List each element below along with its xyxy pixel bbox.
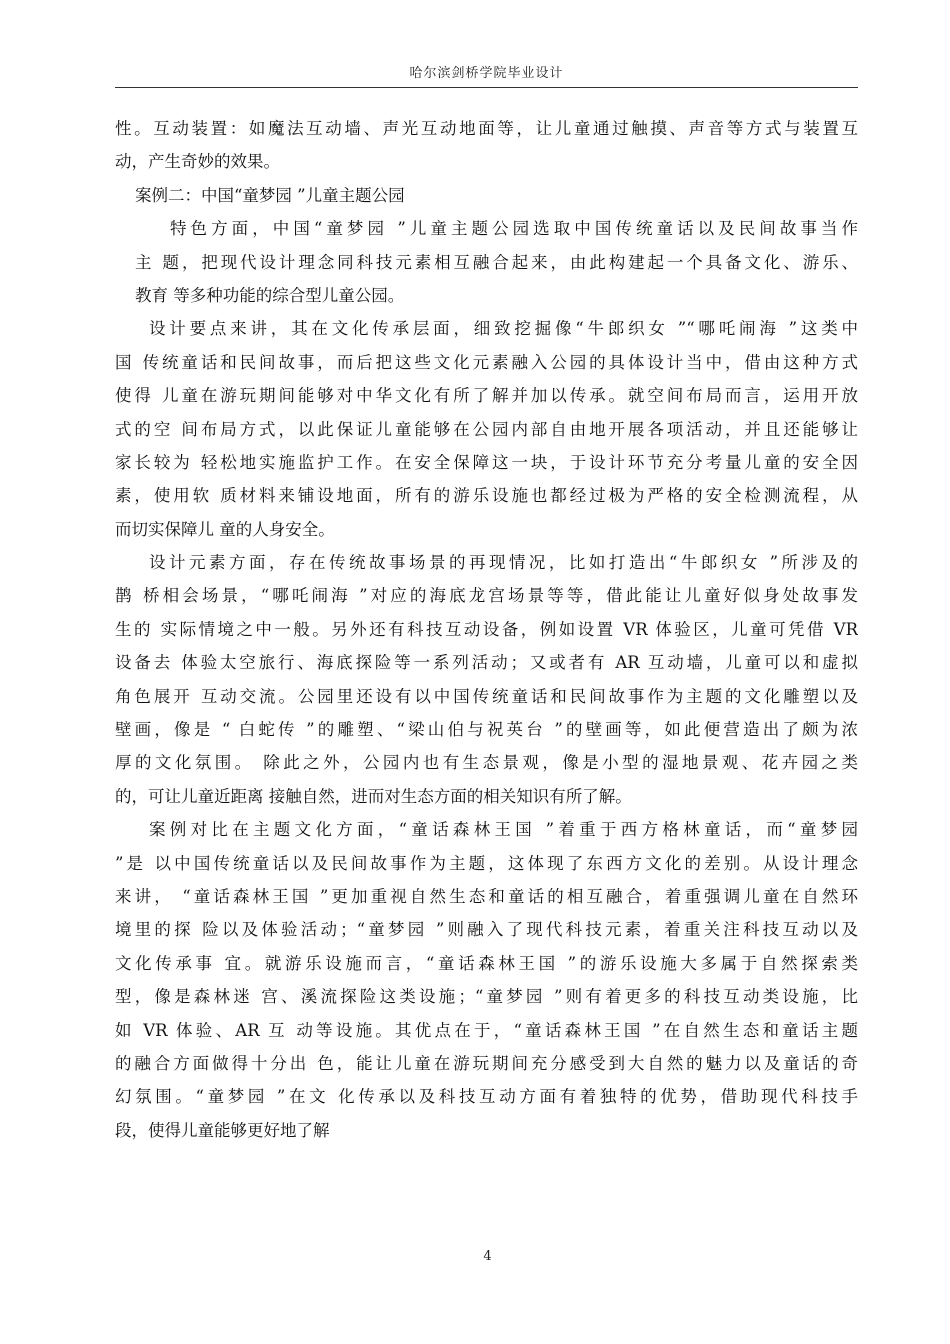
text-line: 案例对比在主题文化方面，“童话森林王国 ”着重于西方格林童话，而“童梦园 [149, 820, 858, 840]
text-line: 文化传承事 宜。就游乐设施而言，“童话森林王国 ”的游乐设施大多属于自然探索类 [115, 953, 858, 973]
text-line: 型，像是森林迷 宫、溪流探险这类设施；“童梦园 ”则有着更多的科技互动类设施，比 [115, 987, 858, 1007]
page-header: 哈尔滨剑桥学院毕业设计 [409, 66, 564, 81]
text-line: 教育 等多种功能的综合型儿童公园。 [135, 285, 405, 305]
text-line: 设计元素方面，存在传统故事场景的再现情况，比如打造出“牛郎织女 ”所涉及的 [149, 553, 858, 573]
text-line: 设计要点来讲，其在文化传承层面，细致挖掘像“牛郎织女 ”“哪吒闹海 ”这类中 [149, 319, 858, 339]
text-line: 设备去 体验太空旅行、海底探险等一系列活动；又或者有 AR 互动墙，儿童可以和虚拟 [115, 653, 858, 673]
text-line: 境里的探 险以及体验活动；“童梦园 ”则融入了现代科技元素，着重关注科技互动以及 [115, 920, 858, 940]
text-line: 动，产生奇妙的效果。 [115, 152, 280, 172]
text-line: 壁画，像是 “ 白蛇传 ”的雕塑、“梁山伯与祝英台 ”的壁画等，如此便营造出了颇为浓 [115, 720, 858, 740]
text-line: 厚的文化氛围。 除此之外，公园内也有生态景观，像是小型的湿地景观、花卉园之类 [115, 753, 858, 773]
text-line: 而切实保障儿 童的人身安全。 [115, 519, 335, 539]
text-line: 使得 儿童在游玩期间能够对中华文化有所了解并加以传承。就空间布局而言，运用开放 [115, 386, 858, 406]
text-line: 性。互动装置：如魔法互动墙、声光互动地面等，让儿童通过触摸、声音等方式与装置互 [115, 119, 858, 138]
text-line: 的，可让儿童近距离 接触自然，进而对生态方面的相关知识有所了解。 [115, 786, 632, 806]
text-line: 来讲， “童话森林王国 ”更加重视自然生态和童话的相互融合，着重强调儿童在自然环 [115, 886, 858, 906]
text-line: 幻氛围。“童梦园 ”在文 化传承以及科技互动方面有着独特的优势，借助现代科技手 [115, 1087, 858, 1107]
text-line: 段，使得儿童能够更好地了解 [115, 1120, 330, 1140]
text-line: 式的空 间布局方式，以此保证儿童能够在公园内部自由地开展各项活动，并且还能够让 [115, 419, 858, 439]
case-heading: 案例二：中国“童梦园 ”儿童主题公园 [135, 185, 405, 205]
text-line: 家长较为 轻松地实施监护工作。在安全保障这一块，于设计环节充分考量儿童的安全因 [115, 452, 858, 472]
text-line: 素，使用软 质材料来铺设地面，所有的游乐设施也都经过极为严格的安全检测流程，从 [115, 486, 858, 506]
text-line: 特色方面，中国“童梦园 ”儿童主题公园选取中国传统童话以及民间故事当作 [170, 219, 858, 239]
text-line: 的融合方面做得十分出 色，能让儿童在游玩期间充分感受到大自然的魅力以及童话的奇 [115, 1053, 858, 1073]
text-line: 国 传统童话和民间故事，而后把这些文化元素融入公园的具体设计当中，借由这种方式 [115, 352, 858, 372]
text-line: 主 题，把现代设计理念同科技元素相互融合起来，由此构建起一个具备文化、游乐、 [135, 252, 858, 272]
text-line: 如 VR 体验、AR 互 动等设施。其优点在于，“童话森林王国 ”在自然生态和童话主题 [115, 1020, 858, 1040]
page-number: 4 [483, 1249, 492, 1264]
text-line: 生的 实际情境之中一般。另外还有科技互动设备，例如设置 VR 体验区，儿童可凭借 VR [115, 619, 858, 639]
text-line: 角色展开 互动交流。公园里还设有以中国传统童话和民间故事作为主题的文化雕塑以及 [115, 686, 858, 706]
body-text [115, 112, 858, 1147]
text-line: ”是 以中国传统童话以及民间故事作为主题，这体现了东西方文化的差别。从设计理念 [115, 853, 858, 873]
header-rule [115, 87, 858, 88]
text-line: 鹊 桥相会场景，“哪吒闹海 ”对应的海底龙宫场景等等，借此能让儿童好似身处故事发 [115, 586, 858, 606]
